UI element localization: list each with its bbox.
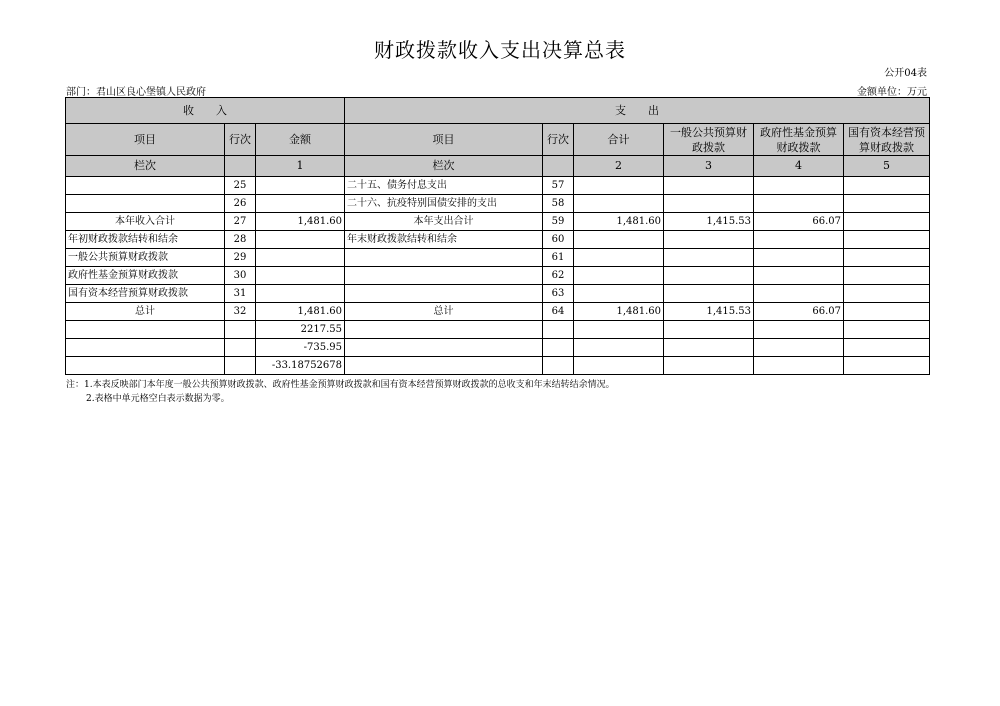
- income-item-cell: 国有资本经营预算财政拨款: [66, 285, 225, 303]
- expense-line-cell: 57: [543, 177, 574, 195]
- expense-general-cell: [664, 195, 754, 213]
- col-header-income-line: 行次: [225, 124, 256, 156]
- lanci-blank: [225, 156, 256, 177]
- department-label: 部门：君山区良心堡镇人民政府: [66, 87, 206, 98]
- expense-total-cell: [574, 231, 664, 249]
- expense-gov-fund-cell: 66.07: [754, 213, 844, 231]
- expense-total-cell: 1,481.60: [574, 303, 664, 321]
- lanci-n3: 3: [664, 156, 754, 177]
- income-amount-cell: [256, 285, 345, 303]
- income-line-cell: 30: [225, 267, 256, 285]
- expense-item-cell: [345, 285, 543, 303]
- income-item-cell: [66, 195, 225, 213]
- expense-gov-fund-cell: [754, 249, 844, 267]
- lanci-blank: [543, 156, 574, 177]
- expense-general-cell: [664, 285, 754, 303]
- expense-total-cell: 1,481.60: [574, 213, 664, 231]
- header-row-lanci: [66, 156, 930, 177]
- lanci-n4: 4: [754, 156, 844, 177]
- expense-general-cell: [664, 267, 754, 285]
- expense-line-cell: 62: [543, 267, 574, 285]
- expense-general-cell: [664, 339, 754, 357]
- income-line-cell: [225, 339, 256, 357]
- income-amount-cell: -735.95: [256, 339, 345, 357]
- expense-gov-fund-cell: [754, 231, 844, 249]
- expense-line-cell: 58: [543, 195, 574, 213]
- expense-gov-fund-cell: [754, 267, 844, 285]
- income-amount-cell: 2217.55: [256, 321, 345, 339]
- expense-state-capital-cell: [844, 321, 930, 339]
- table-row: [66, 177, 930, 195]
- expense-total-cell: [574, 249, 664, 267]
- col-header-income-item: 项目: [66, 124, 225, 156]
- table-row: [66, 285, 930, 303]
- expense-line-cell: 60: [543, 231, 574, 249]
- expense-gov-fund-cell: [754, 177, 844, 195]
- expense-item-cell: [345, 357, 543, 375]
- lanci-n2: 2: [574, 156, 664, 177]
- expense-section-header: 支 出: [345, 98, 930, 124]
- income-amount-cell: [256, 177, 345, 195]
- income-line-cell: [225, 357, 256, 375]
- expense-state-capital-cell: [844, 303, 930, 321]
- income-amount-cell: 1,481.60: [256, 303, 345, 321]
- income-amount-cell: -33.18752678: [256, 357, 345, 375]
- table-row: [66, 231, 930, 249]
- expense-item-cell: [345, 321, 543, 339]
- income-item-cell: 总计: [66, 303, 225, 321]
- income-line-cell: 26: [225, 195, 256, 213]
- expense-line-cell: [543, 339, 574, 357]
- expense-item-cell: 总计: [345, 303, 543, 321]
- expense-line-cell: 61: [543, 249, 574, 267]
- expense-line-cell: 59: [543, 213, 574, 231]
- income-line-cell: 28: [225, 231, 256, 249]
- expense-item-cell: 本年支出合计: [345, 213, 543, 231]
- income-item-cell: [66, 177, 225, 195]
- expense-item-cell: [345, 267, 543, 285]
- expense-item-cell: 二十五、债务付息支出: [345, 177, 543, 195]
- table-row: [66, 303, 930, 321]
- col-header-general-budget: 一般公共预算财政拨款: [664, 124, 754, 156]
- col-header-state-capital: 国有资本经营预算财政拨款: [844, 124, 930, 156]
- table-row: [66, 321, 930, 339]
- expense-gov-fund-cell: [754, 357, 844, 375]
- expense-line-cell: 63: [543, 285, 574, 303]
- col-header-income-amount: 金额: [256, 124, 345, 156]
- income-amount-cell: [256, 267, 345, 285]
- form-number: 公开04表: [884, 68, 927, 79]
- expense-general-cell: [664, 231, 754, 249]
- income-item-cell: [66, 339, 225, 357]
- expense-gov-fund-cell: [754, 321, 844, 339]
- income-line-cell: 29: [225, 249, 256, 267]
- amount-unit-label: 金额单位：万元: [857, 87, 927, 98]
- expense-item-cell: 二十六、抗疫特别国债安排的支出: [345, 195, 543, 213]
- expense-state-capital-cell: [844, 231, 930, 249]
- expense-gov-fund-cell: 66.07: [754, 303, 844, 321]
- expense-gov-fund-cell: [754, 285, 844, 303]
- income-item-cell: [66, 321, 225, 339]
- expense-gov-fund-cell: [754, 339, 844, 357]
- income-amount-cell: 1,481.60: [256, 213, 345, 231]
- income-item-cell: 政府性基金预算财政拨款: [66, 267, 225, 285]
- income-item-cell: 一般公共预算财政拨款: [66, 249, 225, 267]
- expense-item-cell: 年末财政拨款结转和结余: [345, 231, 543, 249]
- expense-item-cell: [345, 339, 543, 357]
- income-amount-cell: [256, 249, 345, 267]
- table-row: [66, 357, 930, 375]
- income-line-cell: 31: [225, 285, 256, 303]
- table-row: [66, 339, 930, 357]
- expense-state-capital-cell: [844, 213, 930, 231]
- note-line: 2.表格中单元格空白表示数据为零。: [86, 394, 230, 404]
- expense-line-cell: [543, 357, 574, 375]
- expense-line-cell: [543, 321, 574, 339]
- lanci-n1: 1: [256, 156, 345, 177]
- col-header-total: 合计: [574, 124, 664, 156]
- expense-state-capital-cell: [844, 339, 930, 357]
- expense-general-cell: 1,415.53: [664, 213, 754, 231]
- income-line-cell: 25: [225, 177, 256, 195]
- income-line-cell: [225, 321, 256, 339]
- income-item-cell: 年初财政拨款结转和结余: [66, 231, 225, 249]
- expense-line-cell: 64: [543, 303, 574, 321]
- expense-state-capital-cell: [844, 285, 930, 303]
- table-row: [66, 249, 930, 267]
- col-header-expense-item: 项目: [345, 124, 543, 156]
- expense-total-cell: [574, 267, 664, 285]
- expense-total-cell: [574, 357, 664, 375]
- table-row: [66, 195, 930, 213]
- expense-general-cell: [664, 321, 754, 339]
- table-notes: [66, 378, 615, 406]
- expense-state-capital-cell: [844, 177, 930, 195]
- income-amount-cell: [256, 195, 345, 213]
- expense-state-capital-cell: [844, 195, 930, 213]
- expense-total-cell: [574, 195, 664, 213]
- col-header-gov-fund: 政府性基金预算财政拨款: [754, 124, 844, 156]
- table-row: [66, 213, 930, 231]
- lanci-n5: 5: [844, 156, 930, 177]
- income-item-cell: 本年收入合计: [66, 213, 225, 231]
- budget-summary-table: [65, 97, 930, 375]
- header-row-sections: [66, 98, 930, 124]
- expense-total-cell: [574, 321, 664, 339]
- expense-total-cell: [574, 177, 664, 195]
- expense-total-cell: [574, 285, 664, 303]
- income-line-cell: 32: [225, 303, 256, 321]
- expense-general-cell: [664, 177, 754, 195]
- expense-general-cell: [664, 357, 754, 375]
- note-line: 注：1.本表反映部门本年度一般公共预算财政拨款、政府性基金预算财政拨款和国有资本经营预算财政拨款的总收支和年末结转结余情况。: [66, 380, 615, 390]
- expense-general-cell: [664, 249, 754, 267]
- expense-total-cell: [574, 339, 664, 357]
- expense-item-cell: [345, 249, 543, 267]
- expense-state-capital-cell: [844, 267, 930, 285]
- expense-state-capital-cell: [844, 249, 930, 267]
- expense-gov-fund-cell: [754, 195, 844, 213]
- income-section-header: 收 入: [66, 98, 345, 124]
- expense-state-capital-cell: [844, 357, 930, 375]
- lanci-expense-label: 栏次: [345, 156, 543, 177]
- expense-general-cell: 1,415.53: [664, 303, 754, 321]
- income-line-cell: 27: [225, 213, 256, 231]
- col-header-expense-line: 行次: [543, 124, 574, 156]
- income-amount-cell: [256, 231, 345, 249]
- lanci-income-label: 栏次: [66, 156, 225, 177]
- header-row-columns: [66, 124, 930, 156]
- income-item-cell: [66, 357, 225, 375]
- page-title: 财政拨款收入支出决算总表: [374, 38, 626, 62]
- table-row: [66, 267, 930, 285]
